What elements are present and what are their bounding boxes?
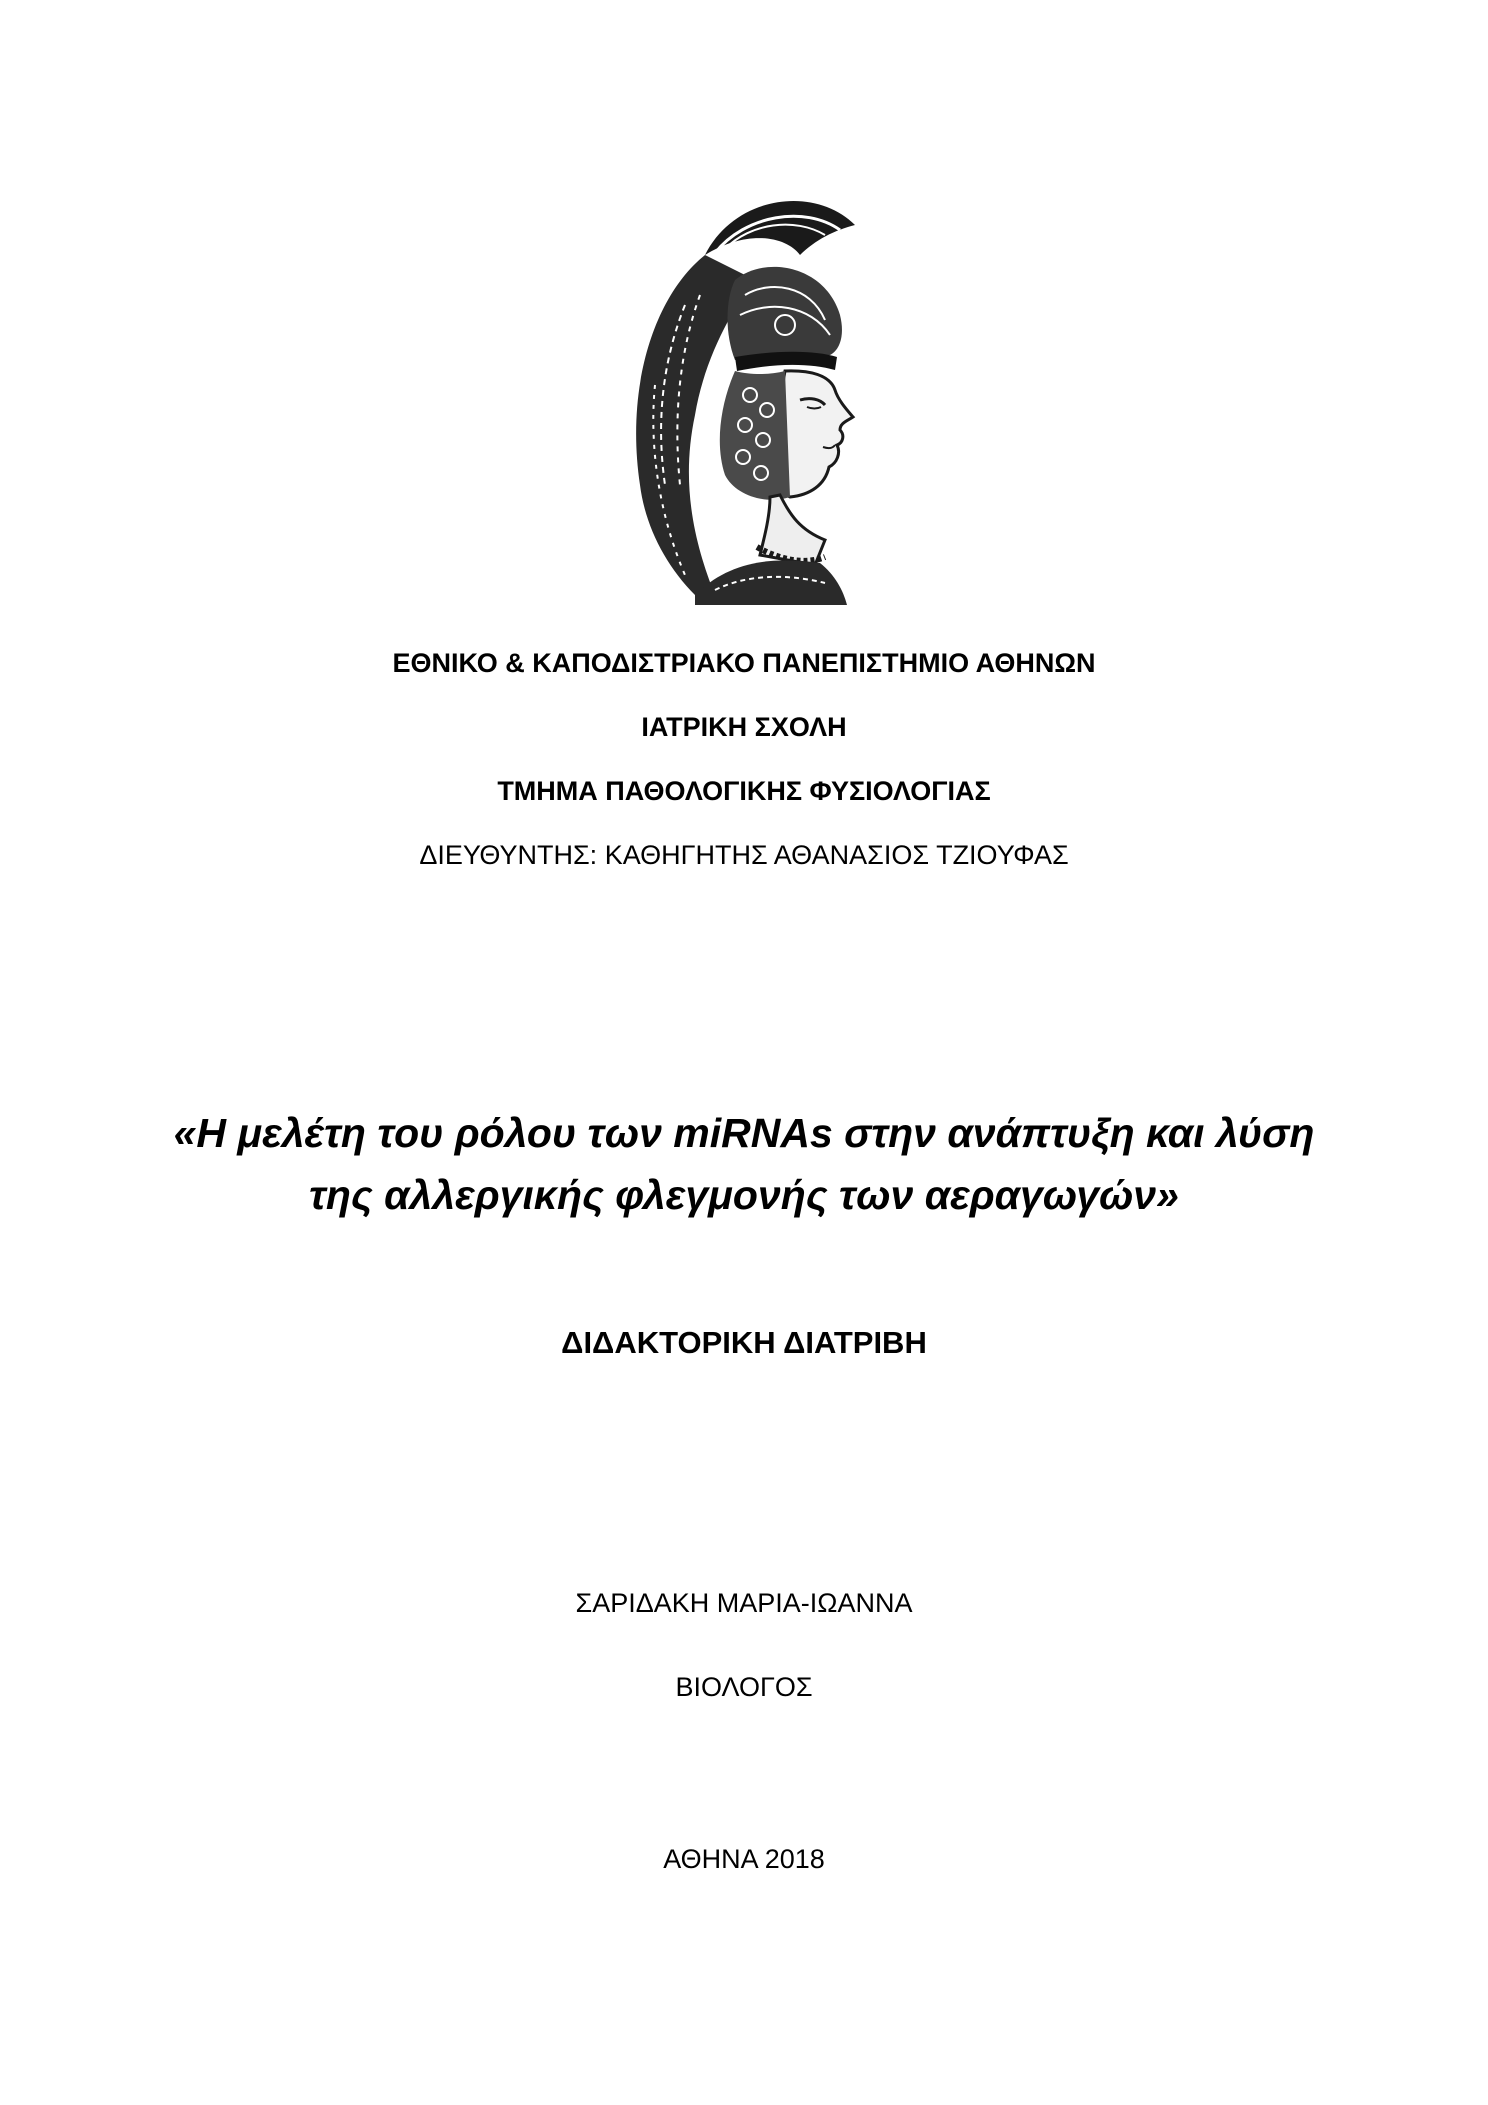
school-name: ΙΑΤΡΙΚΗ ΣΧΟΛΗ — [641, 712, 847, 742]
document-type: ΔΙΔΑΚΤΟΡΙΚΗ ΔΙΑΤΡΙΒΗ — [561, 1325, 927, 1360]
thesis-title-line-1: «Η μελέτη του ρόλου των miRNAs στην ανάπτυξη και λύση — [173, 1110, 1315, 1156]
director-line: ΔΙΕΥΘΥΝΤΗΣ: ΚΑΘΗΓΗΤΗΣ ΑΘΑΝΑΣΙΟΣ ΤΖΙΟΥΦΑΣ — [419, 840, 1069, 870]
university-name: ΕΘΝΙΚΟ & ΚΑΠΟΔΙΣΤΡΙΑΚΟ ΠΑΝΕΠΙΣΤΗΜΙΟ ΑΘΗΝΩΝ — [392, 648, 1096, 678]
department-name: ΤΜΗΜΑ ΠΑΘΟΛΟΓΙΚΗΣ ΦΥΣΙΟΛΟΓΙΑΣ — [497, 776, 991, 806]
athena-head-logo-icon — [585, 185, 895, 615]
place-and-year: ΑΘΗΝΑ 2018 — [663, 1844, 825, 1874]
thesis-title-line-2: της αλλεργικής φλεγμονής των αεραγωγών» — [309, 1172, 1179, 1218]
author-name: ΣΑΡΙΔΑΚΗ ΜΑΡΙΑ-ΙΩΑΝΝΑ — [575, 1588, 913, 1618]
author-profession: ΒΙΟΛΟΓΟΣ — [675, 1672, 813, 1702]
